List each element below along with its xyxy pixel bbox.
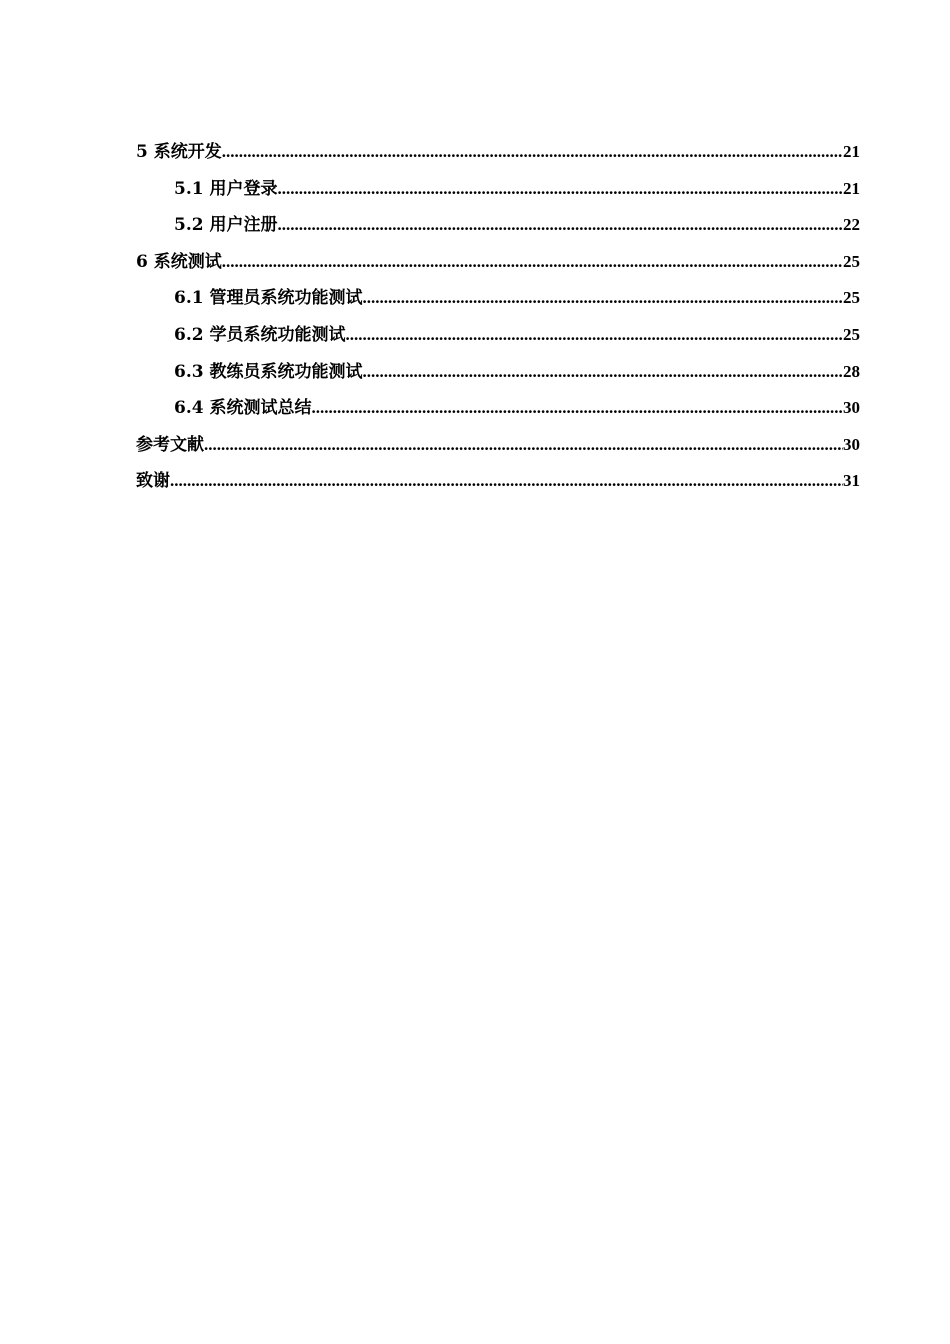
toc-dot-leader [204, 435, 843, 455]
toc-page-number: 31 [843, 471, 860, 491]
toc-entry-title: 5 系统开发 [136, 142, 222, 162]
toc-entry-title: 致谢 [136, 471, 170, 492]
toc-entry-title: 6.2 学员系统功能测试 [174, 324, 346, 345]
toc-dot-leader [312, 398, 844, 418]
toc-entry-title: 6.4 系统测试总结 [174, 398, 312, 419]
toc-page-number: 25 [843, 324, 860, 344]
toc-dot-leader [278, 215, 844, 235]
toc-entry-section-5-1[interactable] [136, 174, 860, 211]
toc-entry-title: 参考文献 [136, 434, 204, 455]
toc-dot-leader [278, 179, 844, 199]
toc-entry-title: 6.3 教练员系统功能测试 [174, 361, 363, 382]
toc-dot-leader [222, 252, 843, 272]
toc-dot-leader [222, 142, 843, 162]
toc-entry-section-6-2[interactable] [136, 320, 860, 357]
toc-entry-chapter-6[interactable] [136, 247, 860, 284]
toc-entry-section-6-3[interactable] [136, 357, 860, 394]
toc-entry-section-6-1[interactable] [136, 283, 860, 320]
toc-dot-leader [363, 362, 844, 382]
toc-dot-leader [363, 288, 844, 308]
toc-page-number: 25 [843, 251, 860, 271]
toc-entry-section-5-2[interactable] [136, 210, 860, 247]
toc-page-number: 28 [843, 361, 860, 381]
toc-dot-leader [346, 325, 844, 345]
toc-entry-title: 6 系统测试 [136, 251, 222, 272]
toc-entry-title: 5.1 用户登录 [174, 178, 278, 199]
toc-entry-acknowledgements[interactable] [136, 466, 860, 503]
toc-entry-chapter-5[interactable] [136, 137, 860, 174]
toc-page-number: 30 [843, 398, 860, 418]
toc-page-number: 21 [843, 142, 860, 161]
toc-entry-references[interactable] [136, 430, 860, 467]
toc-dot-leader [170, 471, 843, 491]
toc-page-number: 30 [843, 434, 860, 454]
toc-entry-title: 6.1 管理员系统功能测试 [174, 288, 363, 309]
toc-page-number: 21 [843, 178, 860, 198]
toc-entry-title: 5.2 用户注册 [174, 215, 278, 236]
table-of-contents [136, 137, 860, 503]
toc-page-number: 22 [843, 215, 860, 235]
toc-entry-section-6-4[interactable] [136, 393, 860, 430]
toc-page-number: 25 [843, 288, 860, 308]
